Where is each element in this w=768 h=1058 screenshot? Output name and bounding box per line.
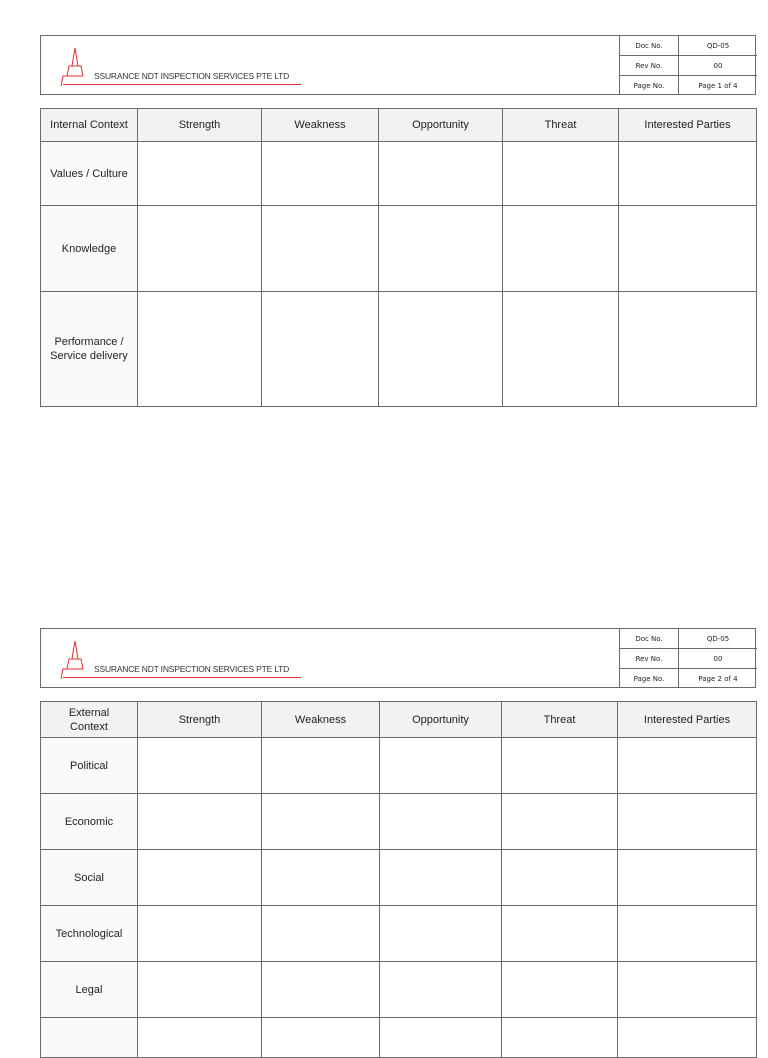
doc-meta-box xyxy=(619,36,757,94)
row-label: Knowledge xyxy=(41,206,138,292)
input-cell[interactable] xyxy=(380,962,502,1018)
input-cell[interactable] xyxy=(502,794,618,850)
input-cell[interactable] xyxy=(379,142,503,206)
doc-meta-box xyxy=(619,629,757,687)
doc-no-label: Doc No. xyxy=(620,629,679,649)
input-cell[interactable] xyxy=(262,962,380,1018)
tower-logo-icon xyxy=(55,639,95,679)
input-cell[interactable] xyxy=(502,906,618,962)
page-no-label: Page No. xyxy=(620,669,679,689)
input-cell[interactable] xyxy=(619,292,757,407)
row-label: Legal xyxy=(41,962,138,1018)
input-cell[interactable] xyxy=(262,850,380,906)
input-cell[interactable] xyxy=(619,206,757,292)
column-header: Interested Parties xyxy=(619,109,757,142)
rev-no-label: Rev No. xyxy=(620,56,679,76)
column-header: Interested Parties xyxy=(618,702,757,738)
row-label: Economic xyxy=(41,794,138,850)
input-cell[interactable] xyxy=(262,906,380,962)
internal-context-table xyxy=(40,108,757,407)
column-header: Internal Context xyxy=(41,109,138,142)
input-cell[interactable] xyxy=(379,206,503,292)
doc-no-value: QD-05 xyxy=(679,36,758,56)
row-label: Values / Culture xyxy=(41,142,138,206)
input-cell[interactable] xyxy=(502,850,618,906)
input-cell[interactable] xyxy=(502,738,618,794)
input-cell[interactable] xyxy=(503,142,619,206)
column-header: Weakness xyxy=(262,109,379,142)
company-logo-area xyxy=(41,629,619,687)
rev-no-label: Rev No. xyxy=(620,649,679,669)
input-cell[interactable] xyxy=(503,292,619,407)
row-label: Technological xyxy=(41,906,138,962)
input-cell[interactable] xyxy=(138,850,262,906)
input-cell[interactable] xyxy=(618,738,757,794)
page2-header xyxy=(40,628,756,688)
company-logo-area xyxy=(41,36,619,94)
input-cell[interactable] xyxy=(138,738,262,794)
column-header: Opportunity xyxy=(380,702,502,738)
column-header: External Context xyxy=(41,702,138,738)
column-header: Opportunity xyxy=(379,109,503,142)
doc-no-label: Doc No. xyxy=(620,36,679,56)
input-cell[interactable] xyxy=(503,206,619,292)
input-cell[interactable] xyxy=(379,292,503,407)
page-no-label: Page No. xyxy=(620,76,679,96)
input-cell[interactable] xyxy=(138,292,262,407)
input-cell[interactable] xyxy=(380,906,502,962)
company-name: SSURANCE NDT INSPECTION SERVICES PTE LTD xyxy=(94,664,290,674)
input-cell[interactable] xyxy=(262,292,379,407)
tower-logo-icon xyxy=(55,46,95,86)
company-underline xyxy=(63,84,301,85)
column-header: Threat xyxy=(503,109,619,142)
column-header: Strength xyxy=(138,109,262,142)
column-header: Threat xyxy=(502,702,618,738)
input-cell[interactable] xyxy=(138,142,262,206)
rev-no-value: 00 xyxy=(679,56,758,76)
column-header: Strength xyxy=(138,702,262,738)
input-cell[interactable] xyxy=(618,794,757,850)
input-cell[interactable] xyxy=(618,850,757,906)
input-cell[interactable] xyxy=(138,906,262,962)
input-cell[interactable] xyxy=(380,738,502,794)
input-cell[interactable] xyxy=(618,962,757,1018)
input-cell[interactable] xyxy=(262,206,379,292)
external-context-table xyxy=(40,701,757,1058)
company-name: SSURANCE NDT INSPECTION SERVICES PTE LTD xyxy=(94,71,290,81)
input-cell[interactable] xyxy=(619,142,757,206)
input-cell[interactable] xyxy=(262,794,380,850)
row-label: Political xyxy=(41,738,138,794)
input-cell[interactable] xyxy=(502,962,618,1018)
page-no-value: Page 1 of 4 xyxy=(698,81,738,90)
row-label: Social xyxy=(41,850,138,906)
column-header: Weakness xyxy=(262,702,380,738)
input-cell[interactable] xyxy=(138,206,262,292)
doc-no-value: QD-05 xyxy=(679,629,758,649)
input-cell[interactable] xyxy=(262,738,380,794)
input-cell[interactable] xyxy=(618,906,757,962)
input-cell[interactable] xyxy=(262,142,379,206)
page1-header xyxy=(40,35,756,95)
input-cell[interactable] xyxy=(138,962,262,1018)
input-cell[interactable] xyxy=(380,794,502,850)
rev-no-value: 00 xyxy=(679,649,758,669)
input-cell[interactable] xyxy=(380,850,502,906)
page-no-value: Page 2 of 4 xyxy=(698,674,738,683)
row-label: Performance / Service delivery xyxy=(41,292,138,407)
input-cell[interactable] xyxy=(138,794,262,850)
company-underline xyxy=(63,677,301,678)
